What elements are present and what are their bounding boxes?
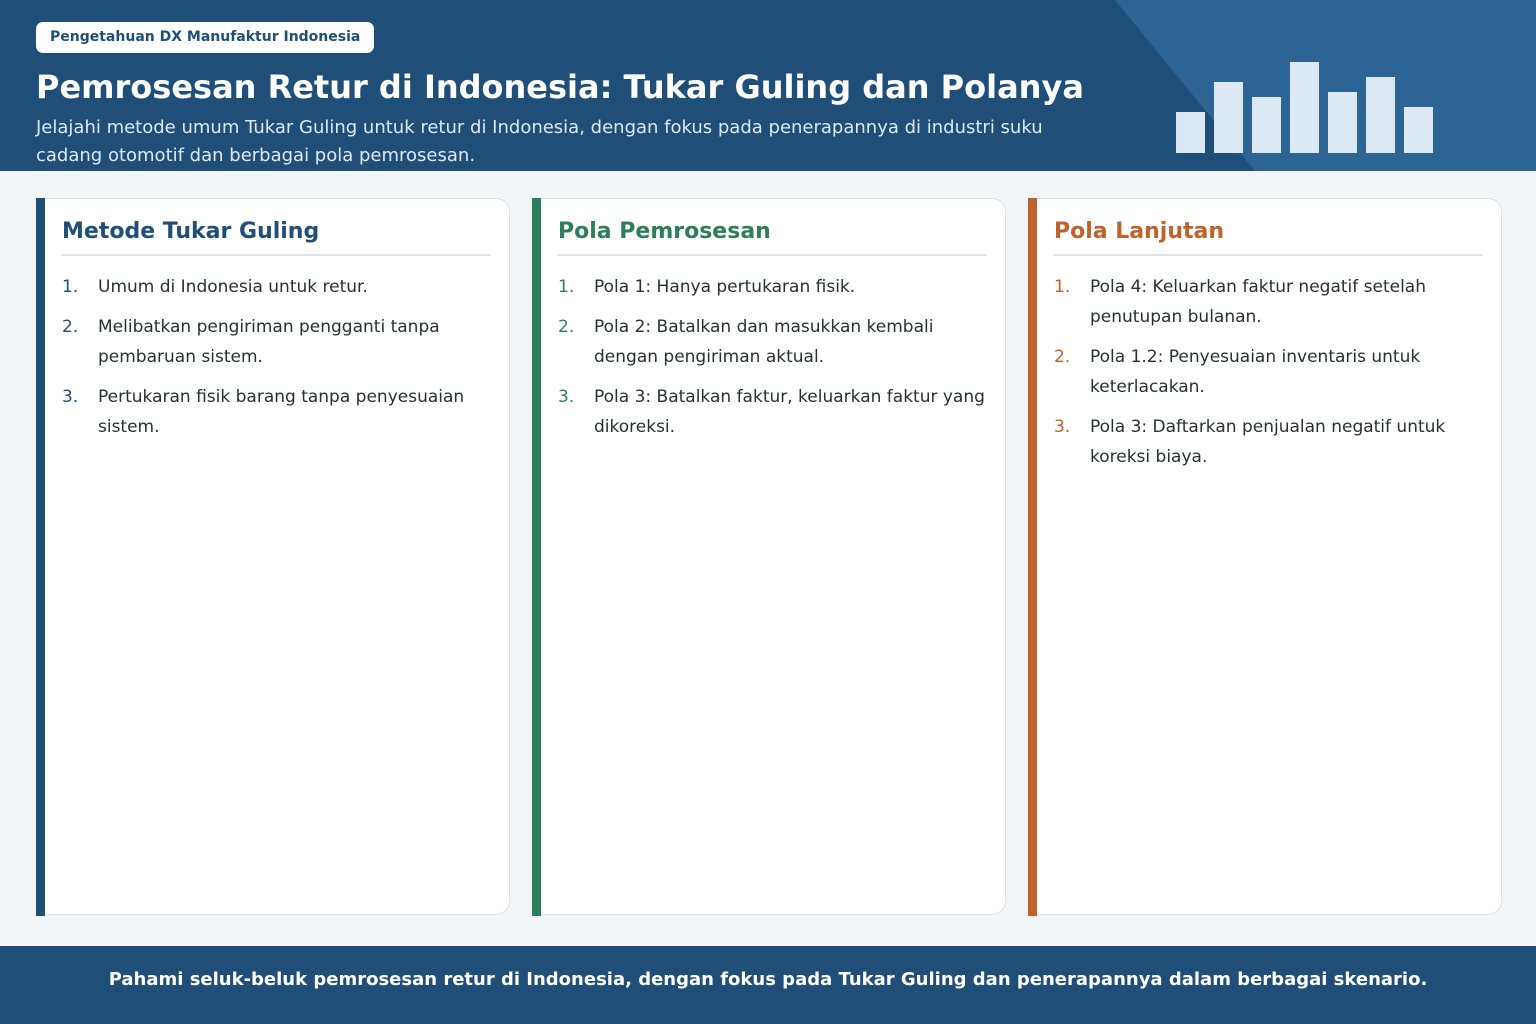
list-item [62,272,491,302]
card-pola-lanjutan [1028,198,1502,915]
deco-bar [1252,97,1281,153]
list-number: 3. [1054,417,1071,437]
list-item [1054,272,1483,332]
list-text: Pola 1: Hanya pertukaran fisik. [594,277,856,297]
list-number: 3. [62,387,79,407]
header-banner [0,0,1536,171]
list-text: Pola 3: Batalkan faktur, keluarkan faktur yang dikoreksi. [594,387,985,437]
list-text: Pola 1.2: Penyesuaian inventaris untuk keterlacakan. [1090,347,1421,397]
list-number: 1. [1054,277,1071,297]
card-accent-bar [36,198,45,916]
card-title: Pola Lanjutan [1054,219,1483,256]
deco-bar [1404,107,1433,153]
list-number: 3. [558,387,575,407]
list-number: 1. [62,277,79,297]
card-metode-tukar-guling [36,198,510,915]
list-item [62,312,491,372]
list-item [558,382,987,442]
list-number: 1. [558,277,575,297]
category-tag: Pengetahuan DX Manufaktur Indonesia [36,22,374,53]
card-accent-bar [532,198,541,916]
deco-bar [1176,112,1205,153]
card-accent-bar [1028,198,1037,916]
list-item [1054,342,1483,402]
deco-bar [1290,62,1319,153]
list-item [558,312,987,372]
card-list [558,272,987,452]
card-title: Metode Tukar Guling [62,219,491,256]
list-text: Pola 4: Keluarkan faktur negatif setelah penutupan bulanan. [1090,277,1426,327]
card-list [1054,272,1483,482]
list-text: Pola 2: Batalkan dan masukkan kembali dengan pengiriman aktual. [594,317,934,367]
list-text: Pertukaran fisik barang tanpa penyesuaian sistem. [98,387,465,437]
deco-bar [1214,82,1243,153]
list-text: Umum di Indonesia untuk retur. [98,277,368,297]
deco-bar [1366,77,1395,153]
card-list [62,272,491,452]
page-title: Pemrosesan Retur di Indonesia: Tukar Guling dan Polanya [36,68,1084,106]
list-item [558,272,987,302]
card-title: Pola Pemrosesan [558,219,987,256]
page-subtitle: Jelajahi metode umum Tukar Guling untuk retur di Indonesia, dengan fokus pada penerapannya di industri suku cadang otomotif dan berbagai pola pemrosesan. [36,117,1043,166]
footer-text: Pahami seluk-beluk pemrosesan retur di Indonesia, dengan fokus pada Tukar Guling dan penerapannya dalam berbagai skenario. [108,969,1428,990]
list-item [62,382,491,442]
list-item [1054,412,1483,472]
list-text: Pola 3: Daftarkan penjualan negatif untuk koreksi biaya. [1090,417,1446,467]
card-pola-pemrosesan [532,198,1006,915]
deco-bar [1328,92,1357,153]
footer-banner [0,946,1536,1024]
list-number: 2. [1054,347,1071,367]
list-number: 2. [558,317,575,337]
list-text: Melibatkan pengiriman pengganti tanpa pembaruan sistem. [98,317,440,367]
list-number: 2. [62,317,79,337]
